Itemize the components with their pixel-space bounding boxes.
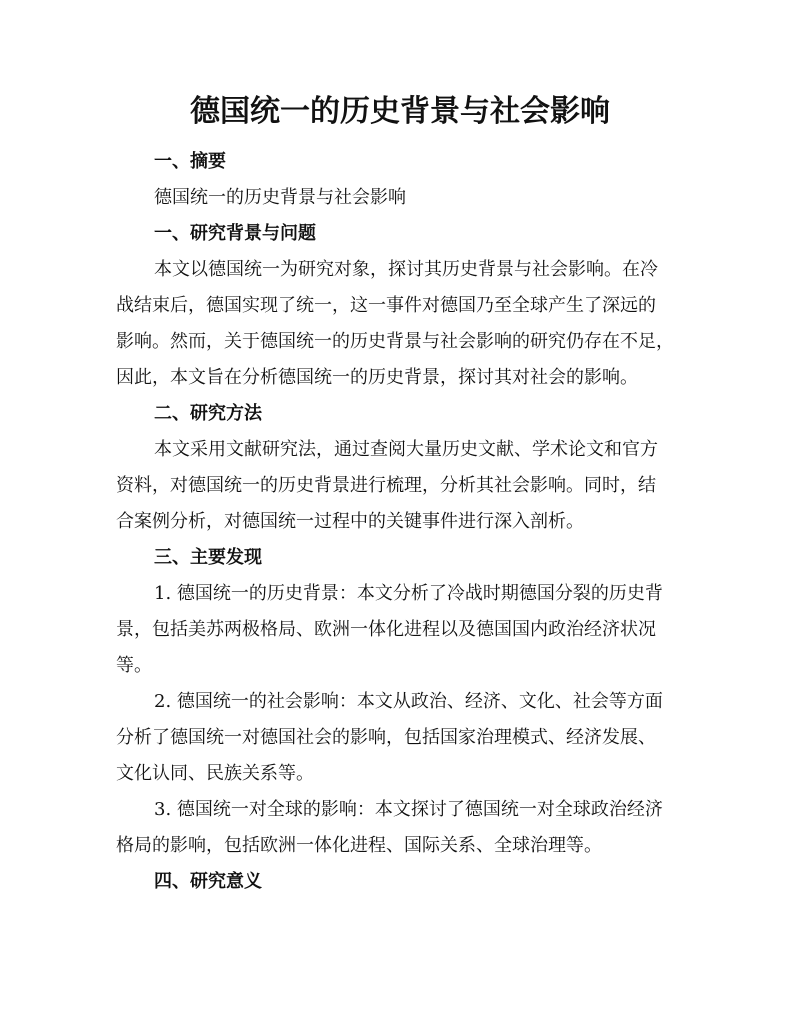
abstract-text: 德国统一的历史背景与社会影响 — [154, 187, 406, 208]
background-line: 本文以德国统一为研究对象，探讨其历史背景与社会影响。在冷 — [154, 259, 658, 280]
finding-1-line: 1. 德国统一的历史背景：本文分析了冷战时期德国分裂的历史背 — [154, 583, 663, 604]
background-line: 因此，本文旨在分析德国统一的历史背景，探讨其对社会的影响。 — [116, 367, 638, 388]
abstract-heading: 一、摘要 — [154, 151, 226, 172]
background-heading: 一、研究背景与问题 — [154, 223, 316, 244]
finding-3-line: 格局的影响，包括欧洲一体化进程、国际关系、全球治理等。 — [116, 835, 602, 856]
finding-1-line: 等。 — [116, 655, 152, 676]
methods-heading: 二、研究方法 — [154, 403, 262, 424]
methods-line: 本文采用文献研究法，通过查阅大量历史文献、学术论文和官方 — [154, 439, 658, 460]
methods-line: 资料，对德国统一的历史背景进行梳理，分析其社会影响。同时，结 — [116, 475, 656, 496]
significance-heading: 四、研究意义 — [154, 871, 262, 892]
document-title: 德国统一的历史背景与社会影响 — [190, 94, 610, 129]
background-line: 战结束后，德国实现了统一，这一事件对德国乃至全球产生了深远的 — [116, 295, 656, 316]
findings-heading: 三、主要发现 — [154, 547, 262, 568]
finding-3-line: 3. 德国统一对全球的影响：本文探讨了德国统一对全球政治经济 — [154, 799, 663, 820]
finding-2-line: 文化认同、民族关系等。 — [116, 763, 314, 784]
background-line: 影响。然而，关于德国统一的历史背景与社会影响的研究仍存在不足， — [116, 331, 674, 352]
finding-2-line: 分析了德国统一对德国社会的影响，包括国家治理模式、经济发展、 — [116, 727, 656, 748]
finding-1-line: 景，包括美苏两极格局、欧洲一体化进程以及德国国内政治经济状况 — [116, 619, 656, 640]
finding-2-line: 2. 德国统一的社会影响：本文从政治、经济、文化、社会等方面 — [154, 691, 663, 712]
methods-line: 合案例分析，对德国统一过程中的关键事件进行深入剖析。 — [116, 511, 584, 532]
